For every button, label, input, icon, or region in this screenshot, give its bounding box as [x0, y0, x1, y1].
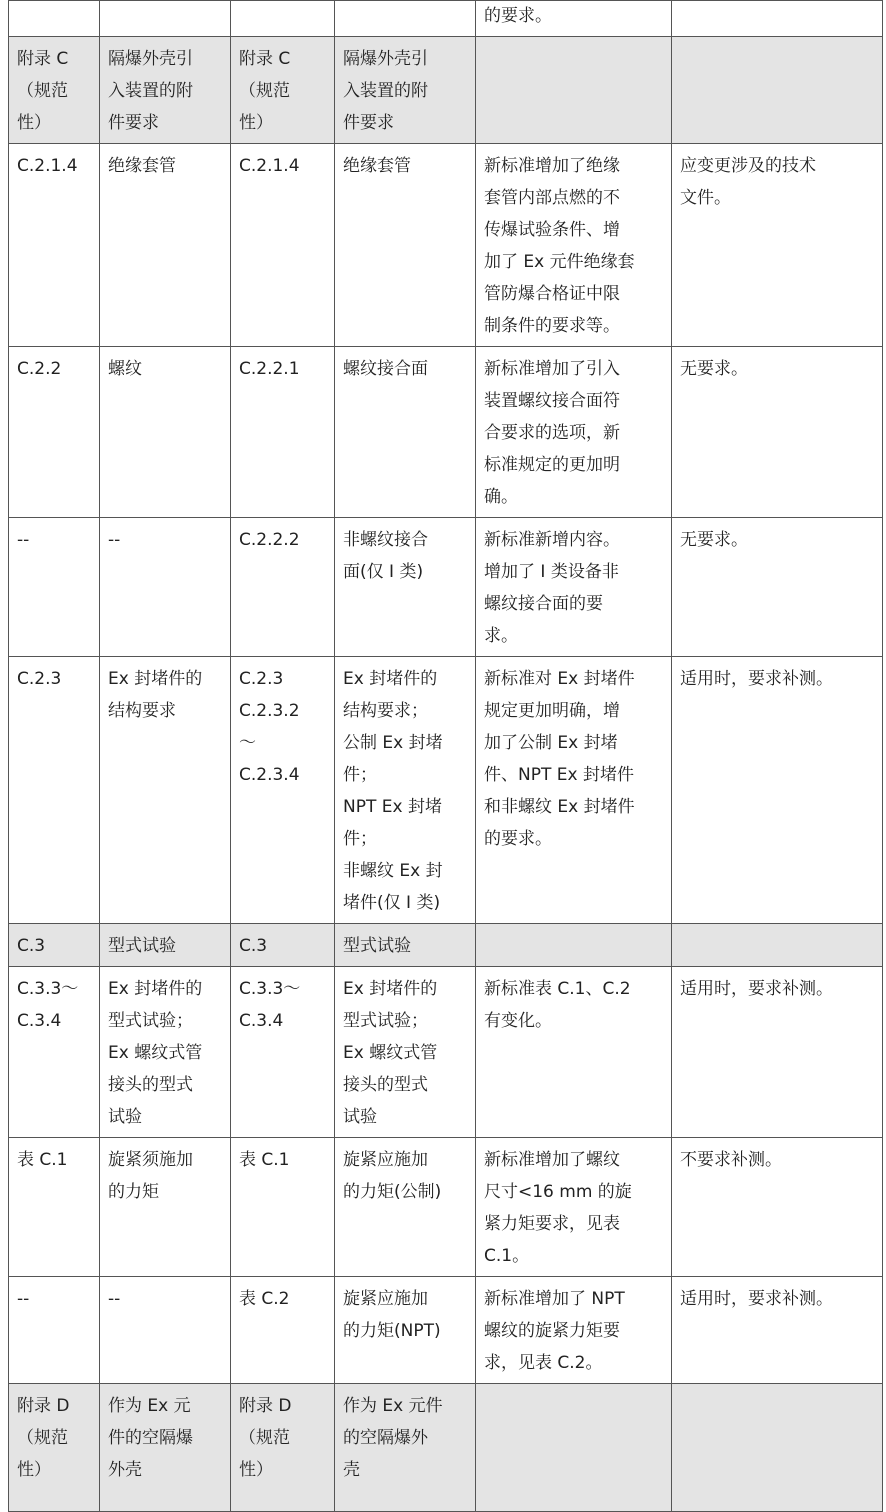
- cell-text-line: 的要求。: [484, 6, 552, 26]
- cell-text-line: 不要求补测。: [680, 1150, 782, 1170]
- cell-text-line: 新标准增加了绝缘: [484, 156, 620, 176]
- cell-text-line: 堵件(仅 I 类): [343, 893, 441, 913]
- new-clause-cell: [231, 1384, 335, 1512]
- new-clause-cell: [231, 144, 335, 347]
- cell-text-line: C.2.2.1: [239, 359, 300, 379]
- cell-text-line: 结构要求: [108, 701, 176, 721]
- cell-text-line: 件要求: [343, 113, 394, 133]
- old-clause-cell: [9, 924, 100, 967]
- requirement-cell: [672, 1, 883, 37]
- old-clause-cell: [9, 1384, 100, 1512]
- cell-text-line: 螺纹接合面的要: [484, 594, 603, 614]
- new-clause-cell: [231, 967, 335, 1138]
- cell-text-line: 适用时，要求补测。: [680, 1289, 833, 1309]
- table-body: [9, 1, 883, 1512]
- new-title-cell: [335, 1384, 476, 1512]
- cell-text-line: 的力矩(NPT): [343, 1321, 441, 1341]
- cell-text-line: 套管内部点燃的不: [484, 188, 620, 208]
- table-row: [9, 1384, 883, 1512]
- cell-text-line: Ex 封堵件的: [343, 979, 438, 999]
- cell-text-line: NPT Ex 封堵: [343, 797, 442, 817]
- change-note-cell: [476, 1, 672, 37]
- cell-text-line: 的力矩: [108, 1182, 159, 1202]
- new-clause-cell: [231, 1138, 335, 1277]
- old-title-cell: [100, 347, 231, 518]
- cell-text-line: 接头的型式: [108, 1075, 193, 1095]
- old-clause-cell: [9, 144, 100, 347]
- old-title-cell: [100, 967, 231, 1138]
- old-clause-cell: [9, 967, 100, 1138]
- cell-text-line: 尺寸<16 mm 的旋: [484, 1182, 632, 1202]
- old-title-cell: [100, 1277, 231, 1384]
- cell-text-line: 规定更加明确，增: [484, 701, 620, 721]
- cell-text-line: 件、NPT Ex 封堵件: [484, 765, 634, 785]
- table-row: [9, 518, 883, 657]
- cell-text-line: 确。: [484, 487, 518, 507]
- cell-text-line: 紧力矩要求，见表: [484, 1214, 620, 1234]
- cell-text-line: 公制 Ex 封堵: [343, 733, 443, 753]
- cell-text-line: C.2.1.4: [17, 156, 78, 176]
- cell-text-line: 非螺纹接合: [343, 530, 428, 550]
- change-note-cell: [476, 144, 672, 347]
- cell-text-line: 新标准对 Ex 封堵件: [484, 669, 635, 689]
- new-clause-cell: [231, 1277, 335, 1384]
- new-clause-cell: [231, 518, 335, 657]
- cell-text-line: C.3.4: [239, 1011, 284, 1031]
- cell-text-line: C.3: [239, 936, 268, 956]
- cell-text-line: 和非螺纹 Ex 封堵件: [484, 797, 635, 817]
- cell-text-line: 作为 Ex 元: [108, 1396, 191, 1416]
- table-row: [9, 1, 883, 37]
- cell-text-line: 非螺纹 Ex 封: [343, 861, 443, 881]
- cell-text-line: 旋紧应施加: [343, 1289, 428, 1309]
- new-title-cell: [335, 347, 476, 518]
- cell-text-line: Ex 封堵件的: [108, 669, 203, 689]
- old-clause-cell: [9, 1138, 100, 1277]
- old-clause-cell: [9, 1, 100, 37]
- change-note-cell: [476, 1138, 672, 1277]
- cell-text-line: 新标准增加了 NPT: [484, 1289, 625, 1309]
- cell-text-line: （规范: [17, 81, 68, 101]
- requirement-cell: [672, 144, 883, 347]
- requirement-cell: [672, 967, 883, 1138]
- cell-text-line: 壳: [343, 1460, 360, 1480]
- cell-text-line: C.2.3.4: [239, 765, 300, 785]
- cell-text-line: 型式试验；: [343, 1011, 428, 1031]
- requirement-cell: [672, 347, 883, 518]
- old-title-cell: [100, 518, 231, 657]
- new-clause-cell: [231, 347, 335, 518]
- cell-text-line: 无要求。: [680, 359, 748, 379]
- cell-text-line: 绝缘套管: [108, 156, 176, 176]
- new-clause-cell: [231, 1, 335, 37]
- cell-text-line: 作为 Ex 元件: [343, 1396, 443, 1416]
- cell-text-line: 附录 D: [17, 1396, 70, 1416]
- cell-text-line: 的空隔爆外: [343, 1428, 428, 1448]
- new-title-cell: [335, 1277, 476, 1384]
- cell-text-line: Ex 螺纹式管: [108, 1043, 203, 1063]
- cell-text-line: 件；: [343, 765, 377, 785]
- cell-text-line: 附录 D: [239, 1396, 292, 1416]
- cell-text-line: 附录 C: [17, 49, 69, 69]
- cell-text-line: --: [17, 530, 30, 550]
- cell-text-line: 新标准增加了螺纹: [484, 1150, 620, 1170]
- cell-text-line: --: [108, 1289, 121, 1309]
- change-note-cell: [476, 37, 672, 144]
- cell-text-line: 制条件的要求等。: [484, 316, 620, 336]
- old-title-cell: [100, 144, 231, 347]
- change-note-cell: [476, 924, 672, 967]
- cell-text-line: 绝缘套管: [343, 156, 411, 176]
- cell-text-line: 旋紧须施加: [108, 1150, 193, 1170]
- cell-text-line: 有变化。: [484, 1011, 552, 1031]
- cell-text-line: 求。: [484, 626, 518, 646]
- cell-text-line: 件；: [343, 829, 377, 849]
- cell-text-line: （规范: [239, 1428, 290, 1448]
- change-note-cell: [476, 1384, 672, 1512]
- cell-text-line: C.2.2.2: [239, 530, 300, 550]
- new-clause-cell: [231, 37, 335, 144]
- old-title-cell: [100, 924, 231, 967]
- new-clause-cell: [231, 924, 335, 967]
- cell-text-line: C.3: [17, 936, 46, 956]
- cell-text-line: 适用时，要求补测。: [680, 979, 833, 999]
- requirement-cell: [672, 924, 883, 967]
- cell-text-line: 入装置的附: [108, 81, 193, 101]
- cell-text-line: 附录 C: [239, 49, 291, 69]
- new-title-cell: [335, 1138, 476, 1277]
- old-title-cell: [100, 37, 231, 144]
- new-title-cell: [335, 1, 476, 37]
- new-title-cell: [335, 924, 476, 967]
- change-note-cell: [476, 518, 672, 657]
- table-row: [9, 657, 883, 924]
- cell-text-line: 加了公制 Ex 封堵: [484, 733, 618, 753]
- cell-text-line: 螺纹的旋紧力矩要: [484, 1321, 620, 1341]
- cell-text-line: 外壳: [108, 1460, 142, 1480]
- new-title-cell: [335, 967, 476, 1138]
- cell-text-line: 管防爆合格证中限: [484, 284, 620, 304]
- new-title-cell: [335, 144, 476, 347]
- new-title-cell: [335, 518, 476, 657]
- cell-text-line: 表 C.1: [17, 1150, 68, 1170]
- cell-text-line: 标准规定的更加明: [484, 455, 620, 475]
- cell-text-line: 合要求的选项，新: [484, 423, 620, 443]
- new-clause-cell: [231, 657, 335, 924]
- table-row: [9, 1138, 883, 1277]
- cell-text-line: --: [108, 530, 121, 550]
- table-row: [9, 1277, 883, 1384]
- cell-text-line: （规范: [17, 1428, 68, 1448]
- cell-text-line: 新标准增加了引入: [484, 359, 620, 379]
- cell-text-line: 性）: [239, 113, 273, 133]
- old-clause-cell: [9, 1277, 100, 1384]
- table-row: [9, 37, 883, 144]
- old-clause-cell: [9, 37, 100, 144]
- cell-text-line: （规范: [239, 81, 290, 101]
- cell-text-line: C.1。: [484, 1246, 530, 1266]
- cell-text-line: Ex 封堵件的: [343, 669, 438, 689]
- cell-text-line: 文件。: [680, 188, 731, 208]
- cell-text-line: 的力矩(公制): [343, 1182, 442, 1202]
- cell-text-line: C.3.3～: [17, 979, 79, 999]
- table-row: [9, 144, 883, 347]
- cell-text-line: 性）: [17, 113, 51, 133]
- requirement-cell: [672, 657, 883, 924]
- cell-text-line: C.2.1.4: [239, 156, 300, 176]
- cell-text-line: 的要求。: [484, 829, 552, 849]
- cell-text-line: 无要求。: [680, 530, 748, 550]
- cell-text-line: 表 C.1: [239, 1150, 290, 1170]
- cell-text-line: 隔爆外壳引: [108, 49, 193, 69]
- cell-text-line: 加了 Ex 元件绝缘套: [484, 252, 635, 272]
- cell-text-line: 新标准新增内容。: [484, 530, 620, 550]
- cell-text-line: C.2.2: [17, 359, 62, 379]
- cell-text-line: 试验: [108, 1107, 142, 1127]
- old-title-cell: [100, 1138, 231, 1277]
- comparison-table: [8, 0, 883, 1512]
- change-note-cell: [476, 657, 672, 924]
- old-clause-cell: [9, 518, 100, 657]
- requirement-cell: [672, 518, 883, 657]
- cell-text-line: 型式试验: [108, 936, 176, 956]
- new-title-cell: [335, 657, 476, 924]
- cell-text-line: 面(仅 I 类): [343, 562, 424, 582]
- old-clause-cell: [9, 657, 100, 924]
- cell-text-line: 求，见表 C.2。: [484, 1353, 603, 1373]
- old-title-cell: [100, 657, 231, 924]
- cell-text-line: 型式试验: [343, 936, 411, 956]
- change-note-cell: [476, 967, 672, 1138]
- change-note-cell: [476, 347, 672, 518]
- cell-text-line: C.2.3: [17, 669, 62, 689]
- change-note-cell: [476, 1277, 672, 1384]
- cell-text-line: 应变更涉及的技术: [680, 156, 816, 176]
- cell-text-line: C.2.3: [239, 669, 284, 689]
- cell-text-line: Ex 螺纹式管: [343, 1043, 438, 1063]
- cell-text-line: 旋紧应施加: [343, 1150, 428, 1170]
- old-clause-cell: [9, 347, 100, 518]
- new-title-cell: [335, 37, 476, 144]
- cell-text-line: 入装置的附: [343, 81, 428, 101]
- table-row: [9, 967, 883, 1138]
- cell-text-line: 隔爆外壳引: [343, 49, 428, 69]
- cell-text-line: ～: [239, 733, 256, 753]
- table-row: [9, 924, 883, 967]
- cell-text-line: 增加了 I 类设备非: [484, 562, 619, 582]
- cell-text-line: 型式试验；: [108, 1011, 193, 1031]
- requirement-cell: [672, 1277, 883, 1384]
- requirement-cell: [672, 1138, 883, 1277]
- cell-text-line: 螺纹接合面: [343, 359, 428, 379]
- cell-text-line: --: [17, 1289, 30, 1309]
- cell-text-line: 试验: [343, 1107, 377, 1127]
- cell-text-line: 件要求: [108, 113, 159, 133]
- cell-text-line: 接头的型式: [343, 1075, 428, 1095]
- cell-text-line: 件的空隔爆: [108, 1428, 193, 1448]
- old-title-cell: [100, 1384, 231, 1512]
- table-row: [9, 347, 883, 518]
- cell-text-line: C.2.3.2: [239, 701, 300, 721]
- cell-text-line: 结构要求；: [343, 701, 428, 721]
- requirement-cell: [672, 1384, 883, 1512]
- cell-text-line: 螺纹: [108, 359, 142, 379]
- cell-text-line: C.3.4: [17, 1011, 62, 1031]
- cell-text-line: Ex 封堵件的: [108, 979, 203, 999]
- cell-text-line: 装置螺纹接合面符: [484, 391, 620, 411]
- cell-text-line: 性）: [239, 1460, 273, 1480]
- cell-text-line: 表 C.2: [239, 1289, 290, 1309]
- cell-text-line: 传爆试验条件、增: [484, 220, 620, 240]
- cell-text-line: 新标准表 C.1、C.2: [484, 979, 631, 999]
- cell-text-line: 适用时，要求补测。: [680, 669, 833, 689]
- cell-text-line: C.3.3～: [239, 979, 301, 999]
- old-title-cell: [100, 1, 231, 37]
- requirement-cell: [672, 37, 883, 144]
- cell-text-line: 性）: [17, 1460, 51, 1480]
